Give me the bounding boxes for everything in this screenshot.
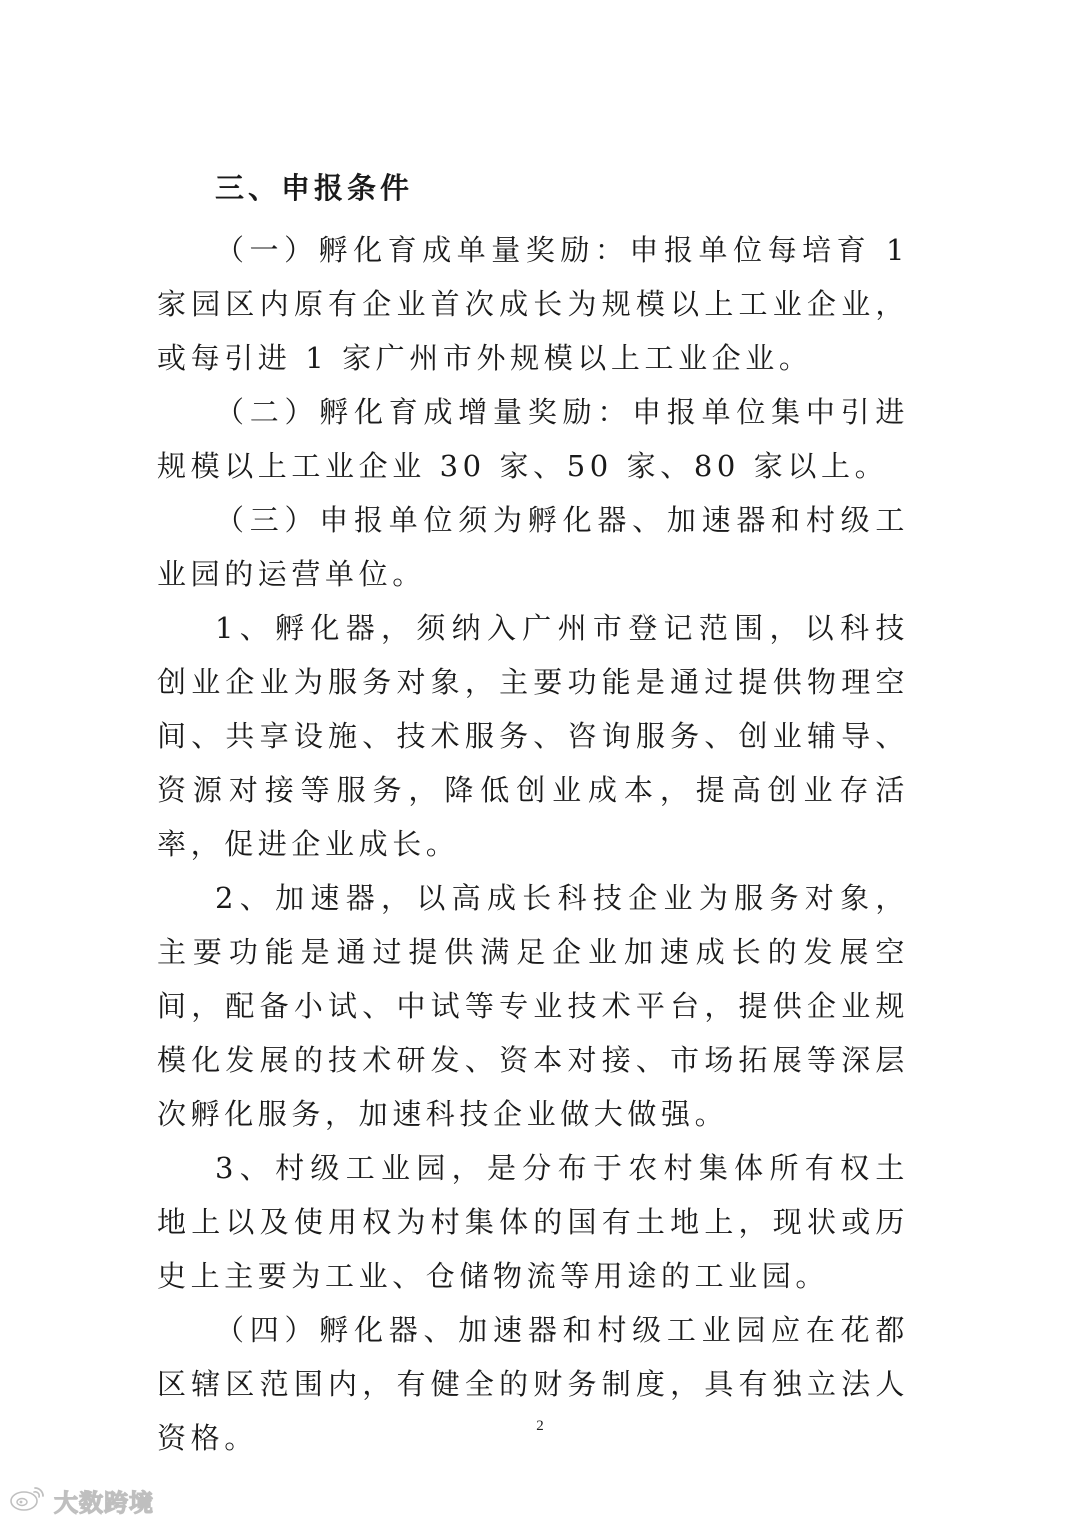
paragraph-2: （二）孵化育成增量奖励：申报单位集中引进规模以上工业企业 30 家、50 家、80 家以上。	[157, 395, 909, 483]
section-body	[157, 223, 909, 1465]
paragraph-6: 3、村级工业园，是分布于农村集体所有权土地上以及使用权为村集体的国有土地上，现状或历史上主要为工业、仓储物流等用途的工业园。	[157, 1151, 909, 1293]
paragraph-4: 1、孵化器，须纳入广州市登记范围，以科技创业企业为服务对象，主要功能是通过提供物理空间、共享设施、技术服务、咨询服务、创业辅导、资源对接等服务，降低创业成本，提高创业存活率，促进企业成长。	[157, 611, 909, 861]
watermark-text: 大数跨境	[54, 1488, 154, 1517]
section-heading: 三、申报条件	[215, 171, 414, 205]
weibo-logo-icon	[8, 1483, 48, 1517]
watermark	[8, 1484, 154, 1516]
page-number: 2	[536, 1418, 544, 1434]
paragraph-5: 2、加速器，以高成长科技企业为服务对象，主要功能是通过提供满足企业加速成长的发展空间，配备小试、中试等专业技术平台，提供企业规模化发展的技术研发、资本对接、市场拓展等深层次孵化服务，加速科技企业做大做强。	[157, 881, 909, 1131]
paragraph-3: （三）申报单位须为孵化器、加速器和村级工业园的运营单位。	[157, 503, 909, 591]
paragraph-1: （一）孵化育成单量奖励：申报单位每培育 1 家园区内原有企业首次成长为规模以上工业企业，或每引进 1 家广州市外规模以上工业企业。	[157, 233, 909, 375]
paragraph-7: （四）孵化器、加速器和村级工业园应在花都区辖区范围内，有健全的财务制度，具有独立法人资格。	[157, 1313, 909, 1455]
